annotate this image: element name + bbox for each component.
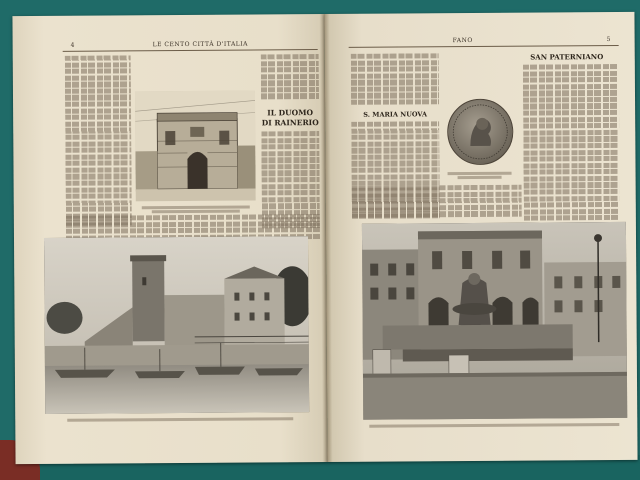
right-text-middle (352, 185, 522, 226)
right-heading-1: SAN PATERNIANO (530, 52, 604, 62)
gate-caption (138, 204, 254, 214)
piazza-caption (361, 422, 627, 429)
right-page-number: 5 (606, 35, 611, 44)
left-page (12, 14, 327, 464)
left-header-rule (63, 49, 318, 52)
harbor-caption (55, 416, 305, 423)
left-running-head: LE CENTO CITTÀ D'ITALIA (152, 40, 249, 49)
right-text-column-1-top (351, 53, 439, 108)
portrait-medal (447, 99, 513, 165)
left-page-number: 4 (70, 41, 76, 49)
right-text-column-2 (523, 64, 620, 225)
right-header-rule (349, 45, 619, 48)
harbor-photo (44, 236, 309, 414)
open-magazine (12, 12, 635, 464)
left-heading-1: IL DUOMO (267, 108, 314, 118)
gate-illustration (135, 90, 256, 201)
piazza-photo (362, 222, 627, 420)
left-heading-2: DI RAINERIO (261, 118, 319, 128)
right-page (324, 12, 637, 462)
left-text-column-2-top (261, 54, 319, 104)
medal-caption (444, 171, 516, 181)
left-text-column-1 (65, 55, 132, 227)
right-heading-2: S. MARIA NUOVA (363, 110, 428, 119)
right-running-head: FANO (452, 36, 473, 45)
